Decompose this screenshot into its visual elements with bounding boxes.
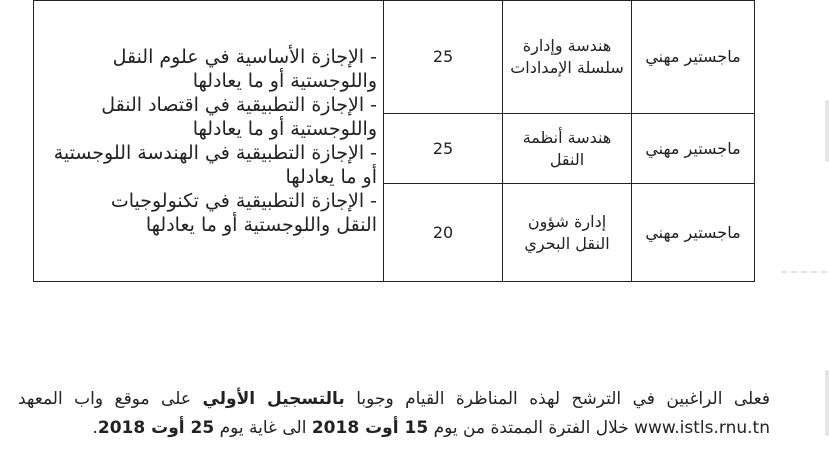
side-scroll-hint (825, 100, 829, 162)
degree-cell: ماجستير مهني (632, 184, 755, 282)
degree-cell: ماجستير مهني (632, 1, 755, 114)
masters-table (33, 0, 755, 282)
notice-text: خلال الفترة الممتدة من يوم (428, 418, 635, 438)
notice-text: على موقع واب المعهد (18, 389, 203, 409)
notice-text: فعلى الراغبين في الترشح لهذه المناظرة القيام وجوبا (344, 389, 770, 409)
specialty-cell: هندسة وإدارة سلسلة الإمدادات (503, 1, 632, 114)
seats-cell: 20 (384, 184, 503, 282)
notice-text: الى غاية يوم (214, 418, 312, 438)
specialty-cell: إدارة شؤون النقل البحري (503, 184, 632, 282)
end-date: 25 أوت 2018 (97, 418, 215, 438)
seats-cell: 25 (384, 1, 503, 114)
table-row (34, 1, 755, 114)
requirement-item: - الإجازة التطبيقية في الهندسة اللوجستية أو ما يعادلها (53, 142, 377, 188)
notice-text: . (92, 418, 98, 438)
notice-bold: بالتسجيل الأولي (202, 389, 345, 409)
degree-cell: ماجستير مهني (632, 114, 755, 184)
requirements-cell (34, 1, 384, 282)
requirements-list (40, 45, 377, 237)
requirement-item: - الإجازة التطبيقية في تكنولوجيات النقل واللوجستية أو ما يعادلها (110, 190, 377, 236)
requirement-item: - الإجازة الأساسية في علوم النقل واللوجستية أو ما يعادلها (112, 46, 377, 92)
institute-website-link[interactable]: www.istls.rnu.tn (634, 418, 770, 438)
specialty-cell: هندسة أنظمة النقل (503, 114, 632, 184)
start-date: 15 أوت 2018 (311, 418, 429, 438)
seats-cell: 25 (384, 114, 503, 184)
registration-notice (18, 385, 770, 443)
requirement-item: - الإجازة التطبيقية في اقتصاد النقل واللوجستية أو ما يعادلها (101, 94, 377, 140)
decorative-divider (781, 271, 827, 273)
side-scroll-hint (825, 370, 829, 436)
